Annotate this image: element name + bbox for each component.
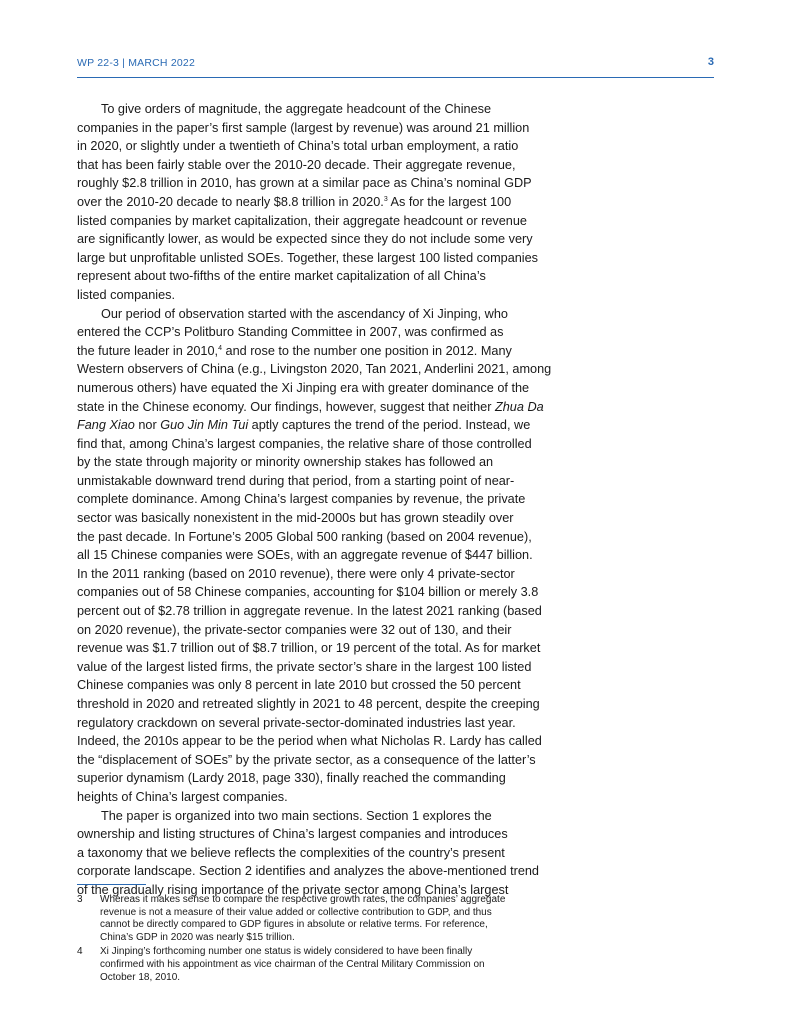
text-line: complete dominance. Among China’s largest companies by revenue, the private <box>77 492 526 507</box>
text-line: the past decade. In Fortune’s 2005 Global 500 ranking (based on 2004 revenue), <box>77 529 532 544</box>
text-line <box>77 193 597 212</box>
page-number: 3 <box>707 56 714 68</box>
text-line: corporate landscape. Section 2 identifies and analyzes the above-mentioned trend <box>77 864 539 879</box>
text-line: listed companies by market capitalization, their aggregate headcount or revenue <box>77 213 527 228</box>
text-segment: and rose to the number one position in 2012. Many <box>221 343 512 358</box>
text-segment: the future leader in 2010, <box>77 343 219 358</box>
text-line: sector was basically nonexistent in the mid-2000s but has grown steadily over <box>77 511 514 526</box>
text-line: companies out of 58 Chinese companies, accounting for $104 billion or merely 3.8 <box>77 585 539 600</box>
footnote-line: cannot be directly compared to GDP figures in absolute or relative terms. For reference, <box>100 919 488 931</box>
footnote-3 <box>77 894 597 944</box>
text-line: represent about two-fifths of the entire market capitalization of all China’s <box>77 269 486 284</box>
footnote-number: 4 <box>77 946 83 958</box>
text-line: In the 2011 ranking (based on 2010 revenue), there were only 4 private-sector <box>77 566 515 581</box>
paragraph <box>77 305 597 807</box>
text-line: by the state through majority or minority ownership stakes has followed an <box>77 455 494 470</box>
footnote-line: October 18, 2010. <box>100 971 181 983</box>
text-line: roughly $2.8 trillion in 2010, has grown at a similar pace as China’s nominal GDP <box>77 176 532 191</box>
running-header <box>77 55 714 78</box>
text-segment: over the 2010-20 decade to nearly $8.8 trillion in 2020. <box>77 194 384 209</box>
footnote-4 <box>77 946 597 984</box>
footnote-line: Whereas it makes sense to compare the respective growth rates, the companies’ aggregate <box>100 894 506 905</box>
footnote-line: revenue is not a measure of their value added or collective contribution to GDP, and thus <box>100 906 492 918</box>
text-line: numerous others) have equated the Xi Jinping era with greater dominance of the <box>77 380 530 395</box>
text-line: Indeed, the 2010s appear to be the period when what Nicholas R. Lardy has called <box>77 734 542 749</box>
italic-term: Fang Xiao <box>77 418 135 433</box>
body-text <box>77 100 597 900</box>
paragraph <box>77 100 597 305</box>
text-line: that has been fairly stable over the 2010-20 decade. Their aggregate revenue, <box>77 157 516 172</box>
footnote-line: confirmed with his appointment as vice chairman of the Central Military Commission on <box>100 958 485 970</box>
footnote-line: Xi Jinping’s forthcoming number one status is widely considered to have been finally <box>100 946 473 958</box>
text-line: companies in the paper’s first sample (largest by revenue) was around 21 million <box>77 120 530 135</box>
text-line: all 15 Chinese companies were SOEs, with an aggregate revenue of $447 billion. <box>77 548 533 563</box>
footnotes <box>77 894 597 986</box>
text-line <box>77 398 597 417</box>
text-line: threshold in 2020 and retreated slightly in 2021 to 48 percent, despite the creeping <box>77 697 540 711</box>
text-line: Our period of observation started with the ascendancy of Xi Jinping, who <box>101 306 508 321</box>
text-line: of the gradually rising importance of the private sector among China’s largest <box>77 882 509 897</box>
text-line: The paper is organized into two main sections. Section 1 explores the <box>101 808 492 823</box>
footnote-divider <box>77 884 146 885</box>
text-line: To give orders of magnitude, the aggregate headcount of the Chinese <box>101 102 492 116</box>
text-line: on 2020 revenue), the private-sector companies were 32 out of 130, and their <box>77 622 512 637</box>
text-line: the “displacement of SOEs” by the private sector, as a consequence of the latter’s <box>77 752 536 767</box>
text-line: revenue was $1.7 trillion out of $8.7 trillion, or 19 percent of the total. As for market <box>77 641 541 656</box>
text-line: listed companies. <box>77 287 176 302</box>
text-line: heights of China’s largest companies. <box>77 789 288 804</box>
footnote-line: China’s GDP in 2020 was nearly $15 trillion. <box>100 931 295 943</box>
text-segment: state in the Chinese economy. Our findings, however, suggest that neither <box>77 399 495 414</box>
footnote-number: 3 <box>77 894 83 905</box>
text-line: ownership and listing structures of China’s largest companies and introduces <box>77 827 508 842</box>
text-segment: aptly captures the trend of the period. Instead, we <box>248 418 531 433</box>
text-line: Chinese companies was only 8 percent in late 2010 but crossed the 50 percent <box>77 678 521 693</box>
text-line: a taxonomy that we believe reflects the complexities of the country’s present <box>77 845 505 860</box>
text-line: in 2020, or slightly under a twentieth of China’s total urban employment, a ratio <box>77 139 519 154</box>
footnote-ref-4[interactable]: 4 <box>218 344 222 352</box>
text-line: are significantly lower, as would be expected since they do not include some very <box>77 232 533 247</box>
text-line: value of the largest listed firms, the private sector’s share in the largest 100 listed <box>77 659 532 674</box>
text-line <box>77 416 597 435</box>
text-line: Western observers of China (e.g., Livingston 2020, Tan 2021, Anderlini 2021, among <box>77 362 552 377</box>
text-line: regulatory crackdown on several private-sector-dominated industries last year. <box>77 715 516 730</box>
text-line: unmistakable downward trend during that period, from a starting point of near- <box>77 473 515 488</box>
report-id: WP 22-3 | MARCH 2022 <box>77 57 195 69</box>
text-segment: nor <box>134 418 161 433</box>
italic-term: Guo Jin Min Tui <box>160 418 249 433</box>
text-line: entered the CCP’s Politburo Standing Committee in 2007, was confirmed as <box>77 325 504 340</box>
text-line: superior dynamism (Lardy 2018, page 330), finally reached the commanding <box>77 771 506 786</box>
italic-term: Zhua Da <box>495 399 544 414</box>
text-line: find that, among China’s largest companies, the relative share of those controlled <box>77 436 532 451</box>
text-segment: As for the largest 100 <box>387 194 512 209</box>
footnote-ref-3[interactable]: 3 <box>383 195 388 203</box>
text-line: percent out of $2.78 trillion in aggregate revenue. In the latest 2021 ranking (based <box>77 604 542 619</box>
text-line: large but unprofitable unlisted SOEs. Together, these largest 100 listed companies <box>77 250 539 265</box>
text-line <box>77 342 597 361</box>
paragraph <box>77 807 597 900</box>
